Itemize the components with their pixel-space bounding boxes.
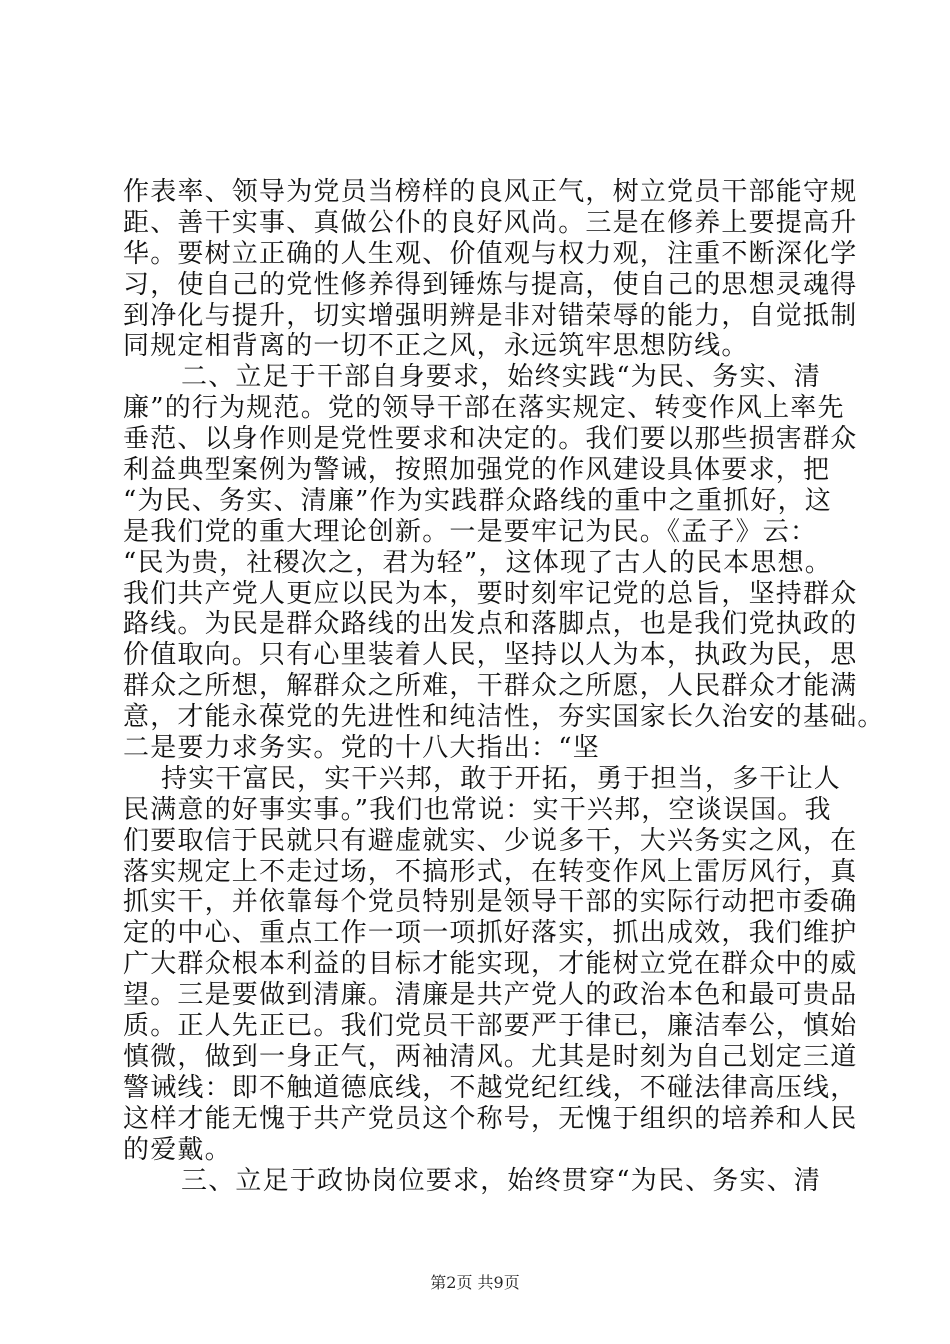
text-line: 华。要树立正确的人生观、价值观与权力观，注重不断深化学	[123, 238, 858, 269]
text-line: 定的中心、重点工作一项一项抓好落实，抓出成效，我们维护	[123, 918, 858, 949]
text-line: 落实规定上不走过场，不搞形式，在转变作风上雷厉风行，真	[123, 856, 858, 887]
paragraph-start-line: 持实干富民，实干兴邦，敢于开拓，勇于担当，多干让人	[161, 763, 842, 794]
page-footer	[0, 1270, 950, 1293]
text-line: 作表率、领导为党员当榜样的良风正气，树立党员干部能守规	[123, 177, 858, 207]
text-line: 抓实干，并依靠每个党员特别是领导干部的实际行动把市委确	[123, 887, 858, 918]
text-line: 意，才能永葆党的先进性和纯洁性，夯实国家长久治安的基础。	[123, 702, 885, 733]
body-text	[123, 177, 885, 1196]
text-line: 的爱戴。	[123, 1134, 232, 1165]
text-line: 习，使自己的党性修养得到锤炼与提高，使自己的思想灵魂得	[123, 269, 858, 300]
text-line: 是我们党的重大理论创新。一是要牢记为民。《孟子》云：	[123, 516, 818, 547]
text-line: 们要取信于民就只有避虚就实、少说多干，大兴务实之风，在	[123, 825, 858, 856]
text-line: 利益典型案例为警诫，按照加强党的作风建设具体要求，把	[123, 455, 831, 486]
text-line: 价值取向。只有心里装着人民，坚持以人为本，执政为民，思	[123, 640, 858, 671]
text-line: 到净化与提升，切实增强明辨是非对错荣辱的能力，自觉抵制	[123, 300, 858, 331]
text-line: 二是要力求务实。党的十八大指出：“坚	[123, 733, 600, 764]
text-line: 慎微，做到一身正气，两袖清风。尤其是时刻为自己划定三道	[123, 1041, 858, 1072]
text-line: 路线。为民是群众路线的出发点和落脚点，也是我们党执政的	[123, 609, 858, 640]
text-line: 民满意的好事实事。”我们也常说：实干兴邦，空谈误国。我	[123, 794, 832, 825]
paragraph-start-line: 三、立足于政协岗位要求，始终贯穿“为民、务实、清	[181, 1165, 822, 1196]
text-line: 望。三是要做到清廉。清廉是共产党人的政治本色和最可贵品	[123, 980, 858, 1011]
text-line: 同规定相背离的一切不正之风，永远筑牢思想防线。	[123, 331, 749, 362]
text-line: “民为贵，社稷次之，君为轻”，这体现了古人的民本思想。	[123, 547, 832, 578]
text-line: 距、善干实事、真做公仆的良好风尚。三是在修养上要提高升	[123, 207, 858, 238]
text-line: 廉”的行为规范。党的领导干部在落实规定、转变作风上率先	[123, 393, 845, 424]
text-line: 广大群众根本利益的目标才能实现，才能树立党在群众中的威	[123, 949, 858, 980]
text-line: 警诫线：即不触道德底线，不越党纪红线，不碰法律高压线，	[123, 1072, 858, 1103]
text-line: 质。正人先正已。我们党员干部要严于律已，廉洁奉公，慎始	[123, 1011, 858, 1042]
paragraph-start-line: 二、立足于干部自身要求，始终实践“为民、务实、清	[181, 362, 822, 393]
text-line: 我们共产党人更应以民为本，要时刻牢记党的总旨，坚持群众	[123, 578, 858, 609]
text-line: 垂范、以身作则是党性要求和决定的。我们要以那些损害群众	[123, 424, 858, 455]
text-line: 群众之所想，解群众之所难，干群众之所愿，人民群众才能满	[123, 671, 858, 702]
text-line: 这样才能无愧于共产党员这个称号，无愧于组织的培养和人民	[123, 1103, 858, 1134]
page-number-label: 第2页 共9页	[430, 1273, 520, 1292]
text-line: “为民、务实、清廉”作为实践群众路线的重中之重抓好，这	[123, 485, 832, 516]
